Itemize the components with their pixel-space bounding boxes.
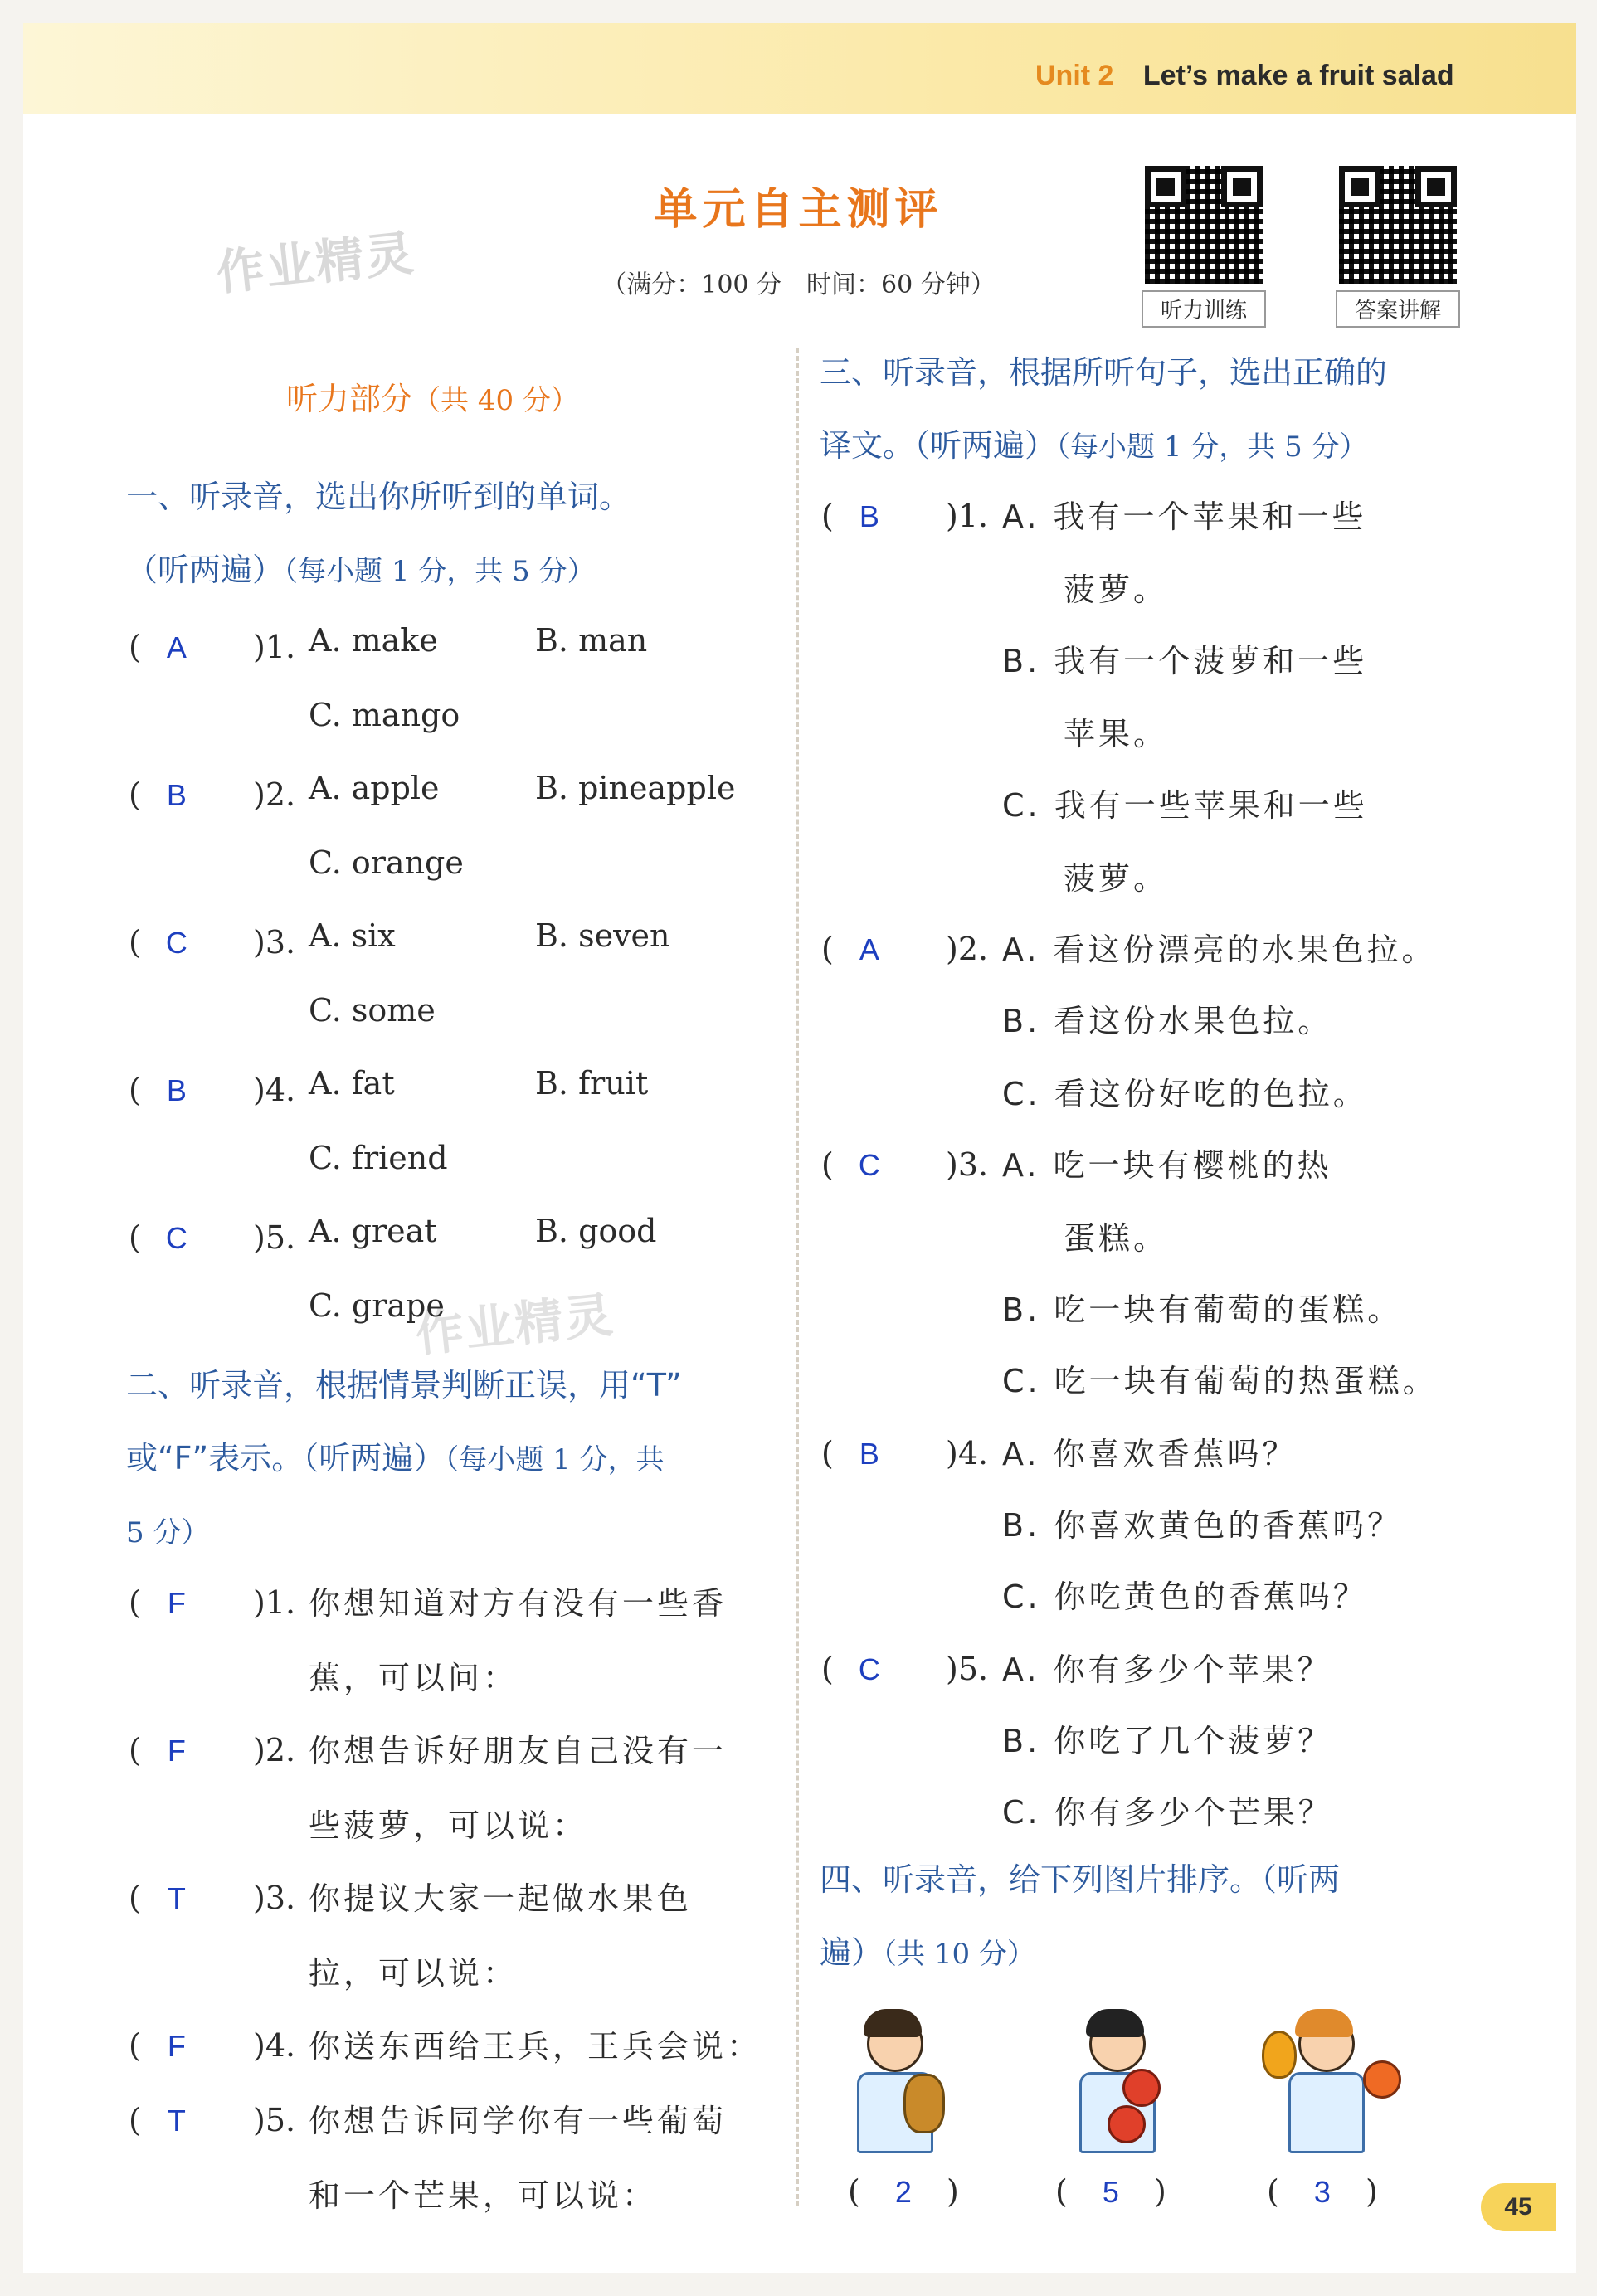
section1-title2: （听两遍） [126,552,285,588]
answer: F [167,2029,186,2063]
option: A. 你有多少个苹果？ [1002,1651,1332,1688]
item-number: )4. [253,2027,296,2064]
item-number: )4. [253,1072,296,1108]
statement-cont: 蕉，可以问： [309,1660,519,1696]
listening-points: （共 40 分） [412,384,579,417]
option: C. 吃一块有葡萄的热蛋糕。 [1002,1363,1438,1399]
option: A. apple [309,770,440,806]
listening-heading [286,373,579,419]
option: A. 看这份漂亮的水果色拉。 [1002,932,1437,968]
option: C. 看这份好吃的色拉。 [1002,1076,1368,1112]
unit-title: Let’s make a fruit salad [1142,60,1454,91]
item-number: )2. [253,776,296,813]
option: A. six [309,917,396,954]
item-number: )5. [253,2102,296,2138]
list-item: ( F )1. [129,1578,304,1628]
mango-icon [1262,2031,1297,2079]
answer: F [167,1734,186,1768]
option: C. mango [309,697,460,733]
option: B. fruit [535,1065,649,1102]
option: C. 你有多少个芒果？ [1002,1794,1333,1831]
option: B. man [535,622,648,659]
list-item: ( C )3. [821,1140,997,1190]
boy-with-mango-image [1265,2007,1390,2157]
section2-note: （每小题 1 分，共 [445,1443,665,1476]
order-answer: ( 3 ) [1267,2173,1378,2210]
section1-title: 一、听录音，选出你所听到的单词。 [126,479,631,515]
option: A. great [309,1213,437,1249]
answer: T [167,2104,186,2138]
qr-label: 听力训练 [1142,290,1266,328]
statement-cont: 些菠萝，可以说： [309,1807,588,1844]
watermark: 作业精灵 [213,224,418,302]
girl-with-apples-image [1056,2007,1181,2157]
section4-title: 四、听录音，给下列图片排序。（听两 [820,1861,1341,1898]
option: B. 你喜欢黄色的香蕉吗？ [1002,1507,1403,1544]
list-item: ( C )3. [129,917,304,968]
answer: A [859,932,879,966]
section3-title2: 译文。（听两遍） [820,427,1057,464]
statement-cont: 和一个芒果，可以说： [309,2177,658,2214]
test-meta: （满分：100 分 时间：60 分钟） [601,270,996,299]
statement: 你想告诉同学你有一些葡萄 [309,2103,728,2139]
boy-with-pineapple-image [834,2007,958,2157]
list-item: ( F )2. [129,1725,304,1776]
watermark: 作业精灵 [412,1286,617,1364]
option: C. friend [309,1140,448,1176]
option: B. pineapple [535,770,736,806]
order-answer: ( 5 ) [1055,2173,1166,2210]
option: B. 你吃了几个菠萝？ [1002,1723,1333,1759]
answer: B [859,1437,879,1471]
item-number: )1. [946,498,989,534]
option-cont: 苹果。 [1064,716,1169,752]
item-number: )3. [946,1146,989,1183]
section3-heading [820,336,1492,484]
statement: 你提议大家一起做水果色 [309,1880,693,1917]
option: A. fat [309,1065,395,1102]
answer: C [165,926,187,960]
item-number: )1. [253,1584,296,1621]
qr-listening[interactable] [1142,163,1266,328]
option: A. make [309,622,438,659]
item-number: )2. [253,1732,296,1768]
answer: F [167,1586,186,1620]
pineapple-icon [903,2074,945,2133]
option: A. 吃一块有樱桃的热 [1002,1147,1332,1184]
list-item: ( A )1. [129,622,304,673]
statement: 你送东西给王兵，王兵会说： [309,2028,762,2065]
list-item: ( B )4. [129,1065,304,1116]
apple-icon [1108,2105,1146,2143]
item-number: )1. [253,629,296,665]
statement: 你想告诉好朋友自己没有一 [309,1733,728,1769]
option: C. some [309,992,436,1029]
orange-icon [1363,2060,1401,2099]
unit-header [1035,60,1454,92]
section3-title: 三、听录音，根据所听句子，选出正确的 [820,354,1388,391]
qr-code-icon [1142,163,1266,287]
qr-code-icon [1336,163,1460,287]
item-number: )3. [253,1880,296,1916]
section4-note: （共 10 分） [883,1938,1035,1971]
option: B. 看这份水果色拉。 [1002,1003,1333,1039]
section2-title: 二、听录音，根据情景判断正误，用“T” [126,1367,682,1403]
section4-title2: 遍） [820,1934,884,1971]
list-item: ( B )2. [129,770,304,820]
option: B. 我有一个菠萝和一些 [1002,643,1368,679]
list-item: ( F )4. [129,2021,304,2071]
answer: C [165,1221,187,1255]
list-item: ( C )5. [129,1213,304,1263]
list-item: ( B )4. [821,1428,997,1479]
answer: A [166,630,187,664]
option-cont: 菠萝。 [1064,860,1169,897]
column-divider [796,348,799,2206]
answer: T [167,1881,186,1915]
answer: B [859,499,879,533]
list-item: ( B )1. [821,491,997,542]
section2-heading [126,1349,790,1569]
statement: 你想知道对方有没有一些香 [309,1585,728,1622]
answer: B [166,778,187,812]
order-answer: ( 2 ) [848,2173,959,2210]
answer: C [858,1652,880,1686]
qr-answers[interactable] [1336,163,1460,328]
answer: B [166,1073,187,1107]
option: C. 我有一些苹果和一些 [1002,787,1368,824]
statement-cont: 拉，可以说： [309,1955,519,1992]
unit-label: Unit 2 [1035,60,1114,91]
item-number: )2. [946,931,989,967]
item-number: )5. [253,1219,296,1256]
item-number: )3. [253,924,296,961]
option-cont: 蛋糕。 [1064,1220,1169,1257]
answer: 5 [1102,2175,1119,2209]
answer: C [858,1148,880,1182]
page-number: 45 [1481,2183,1556,2231]
listening-label: 听力部分 [286,381,413,417]
list-item: ( T )5. [129,2095,304,2146]
qr-label: 答案讲解 [1336,290,1460,328]
option: C. 你吃黄色的香蕉吗？ [1002,1578,1368,1615]
list-item: ( A )2. [821,924,997,975]
test-title: 单元自主测评 [654,185,943,235]
item-number: )5. [946,1651,989,1687]
section3-note: （每小题 1 分，共 5 分） [1056,430,1368,464]
option: C. grape [309,1287,445,1324]
section2-title2: 或“F”表示。（听两遍） [126,1440,446,1476]
option: B. good [535,1213,657,1249]
apple-icon [1122,2069,1161,2107]
picture-row [834,2007,1481,2140]
option: B. 吃一块有葡萄的蛋糕。 [1002,1292,1403,1328]
section4-heading [820,1843,1492,1991]
option-cont: 菠萝。 [1064,572,1169,608]
section1-heading [126,460,790,608]
option: C. orange [309,844,464,881]
section2-note2: 5 分） [126,1516,210,1549]
option: B. seven [535,917,670,954]
item-number: )4. [946,1435,989,1471]
section1-note: （每小题 1 分，共 5 分） [284,555,596,588]
option: A. 你喜欢香蕉吗？ [1002,1436,1298,1472]
list-item: ( T )3. [129,1873,304,1924]
answer: 2 [894,2175,912,2209]
option: A. 我有一个苹果和一些 [1002,499,1367,535]
answer: 3 [1313,2175,1331,2209]
list-item: ( C )5. [821,1644,997,1695]
